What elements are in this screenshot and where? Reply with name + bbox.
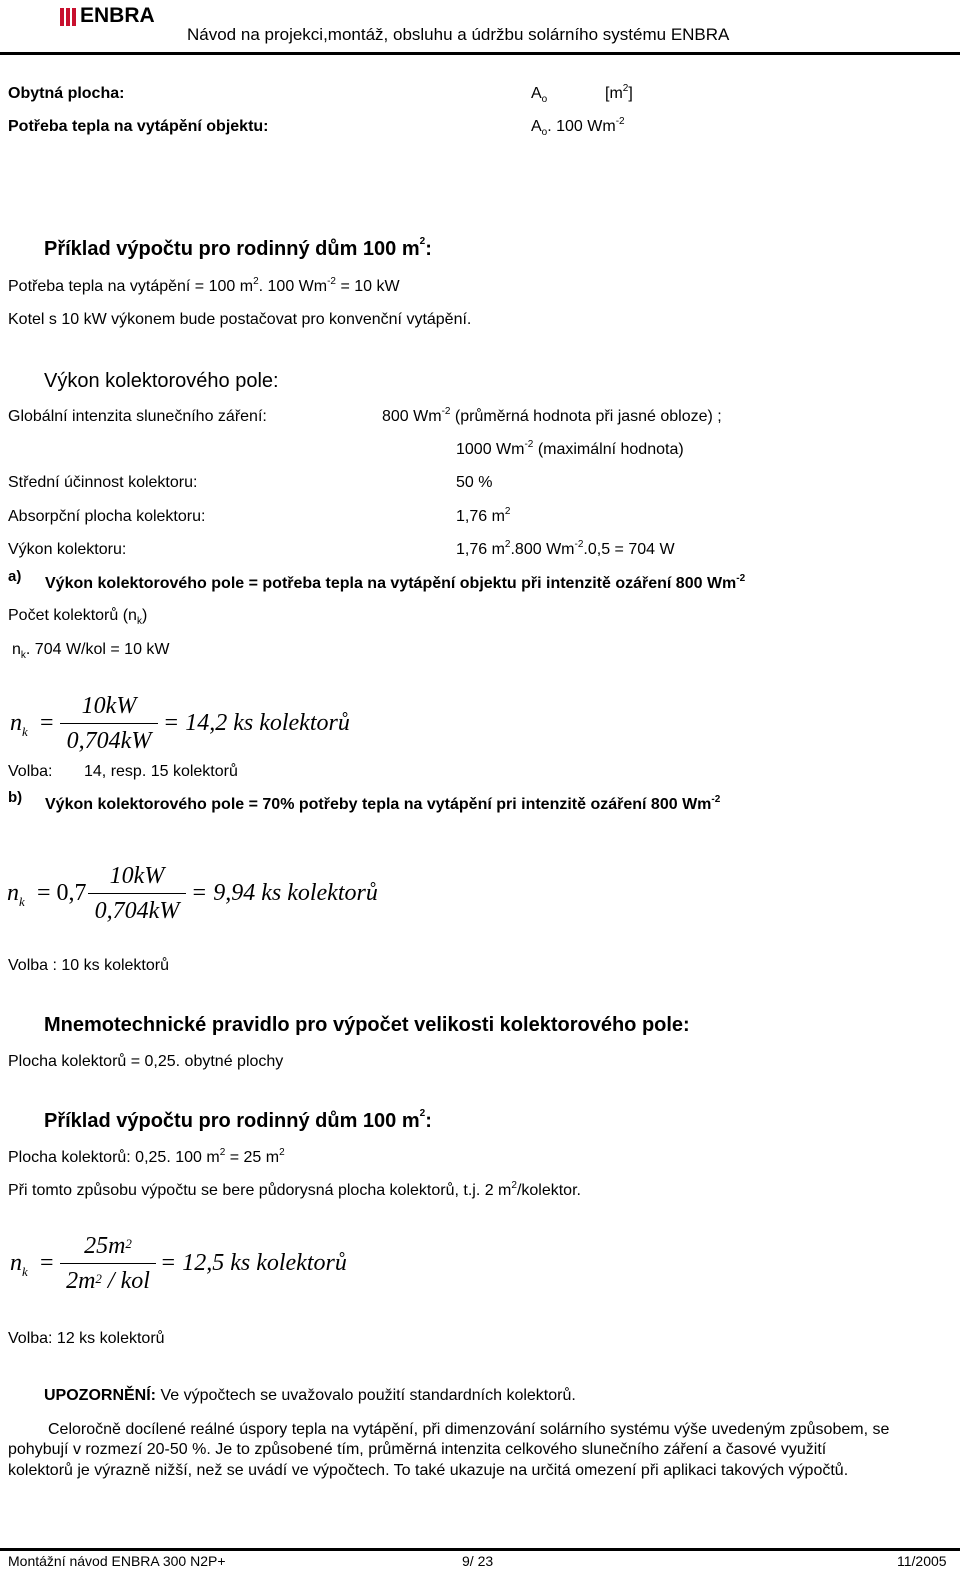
collector-power-label: Výkon kolektoru:: [8, 541, 127, 558]
case-a-formula-fraction: [60, 692, 158, 755]
def-living-area-unit: $[m^2]$: [605, 83, 633, 102]
global-intensity-value2: 1000 $Wm^{-2}$ (maximální hodnota): [456, 439, 684, 458]
fraction-bar: [88, 893, 186, 894]
enbra-logo-icon: [60, 8, 76, 26]
case-b-denominator: 0,704kW: [94, 898, 180, 924]
def-living-area-symbol: $A_o$: [531, 85, 548, 106]
example2-formula-result: = 12,5 ks kolektorů: [160, 1250, 347, 1276]
footer-divider: [0, 1548, 960, 1551]
example2-line2: Při tomto způsobu výpočtu se bere půdorysná plocha kolektorů, t.j. 2 $m^2$/kolektor.: [8, 1180, 581, 1199]
warning-paragraph-line1: Celoročně docílené reálné úspory tepla na vytápění, při dimenzování solárního systému výše uvedeným způsobem, se: [48, 1421, 890, 1438]
def-heat-demand-value: $A_o$. 100 $Wm^{-2}$: [531, 116, 625, 139]
case-a-equation: $n_k$. 704 W/kol = 10 kW: [12, 641, 170, 662]
case-a-choice-value: 14, resp. 15 kolektorů: [84, 763, 238, 780]
case-a-formula-result: = 14,2 ks kolektorů: [163, 710, 350, 736]
example2-denominator: $2m^2$ / kol: [66, 1268, 150, 1294]
footer-date: 11/2005: [897, 1553, 947, 1569]
global-intensity-value1: 800 $Wm^{-2}$ (průměrná hodnota při jasné obloze) ;: [382, 406, 722, 425]
case-a-text: Výkon kolektorového pole = potřeba tepla na vytápění objektu při intenzitě ozáření 800 $Wm^{-2}$: [45, 573, 746, 592]
case-a-formula-eq: =: [40, 710, 54, 736]
mnemonic-heading: Mnemotechnické pravidlo pro výpočet velikosti kolektorového pole:: [44, 1014, 690, 1036]
footer-doc-name: Montážní návod ENBRA 300 N2P+: [8, 1553, 226, 1569]
def-living-area-label: Obytná plocha:: [8, 85, 125, 102]
collector-power-value: 1,76 $m^2.800$ $Wm^{-2}.0,5 = 704$ W: [456, 539, 675, 558]
example2-numerator: $25m^2$: [84, 1233, 132, 1259]
example2-formula-fraction: [60, 1232, 156, 1295]
example2-heading: Příklad výpočtu pro rodinný dům 100 $m^2$:: [44, 1108, 432, 1132]
case-b-text: Výkon kolektorového pole = 70% potřeby tepla na vytápění pri intenzitě ozáření 800 $Wm^{-2}$: [45, 794, 721, 813]
header-divider: [0, 52, 960, 55]
header-title: Návod na projekci,montáž, obsluhu a údržbu solárního systému ENBRA: [187, 25, 730, 44]
warning-note: UPOZORNĚNÍ: Ve výpočtech se uvažovalo použití standardních kolektorů.: [44, 1387, 576, 1404]
case-a-numerator: 10kW: [81, 693, 137, 719]
warning-paragraph-line3: kolektorů je výrazně nižší, než se uvádí ve výpočtech. To také ukazuje na určitá omezení při aplikaci takových výpočtů.: [8, 1462, 849, 1479]
example1-heading: Příklad výpočtu pro rodinný dům 100 $m^2$:: [44, 236, 432, 260]
example1-line1: Potřeba tepla na vytápění = 100 $m^2$. 100 $Wm^{-2} = 10$ kW: [8, 276, 400, 295]
efficiency-value: 50 %: [456, 474, 493, 491]
fraction-bar: [60, 1263, 156, 1264]
example2-line1: Plocha kolektorů: 0,25. 100 $m^2 = 25$ $m^2$: [8, 1147, 285, 1166]
case-b-formula-eq: = 0,7: [37, 880, 87, 906]
example2-choice: Volba: 12 ks kolektorů: [8, 1330, 165, 1347]
collector-count-label: Počet kolektorů $(n_k)$: [8, 607, 148, 628]
case-a-choice-label: Volba:: [8, 763, 53, 780]
efficiency-label: Střední účinnost kolektoru:: [8, 474, 198, 491]
case-b-formula-result: = 9,94 ks kolektorů: [191, 880, 378, 906]
case-b-marker: b): [8, 789, 23, 806]
absorber-area-value: 1,76 $m^2$: [456, 506, 511, 525]
example2-formula-eq: =: [40, 1250, 54, 1276]
mnemonic-text: Plocha kolektorů = 0,25. obytné plochy: [8, 1053, 284, 1070]
absorber-area-label: Absorpční plocha kolektoru:: [8, 508, 206, 525]
fraction-bar: [60, 723, 158, 724]
footer-page-number: 9/ 23: [462, 1553, 494, 1569]
case-b-choice: Volba : 10 ks kolektorů: [8, 957, 169, 974]
warning-paragraph-line2: pohybují v rozmezí 20-50 %. Je to způsobené tím, průměrná intenzita celkového slunečního záření a časové využití: [8, 1441, 827, 1458]
case-b-formula-lhs: $n_k$: [7, 880, 25, 909]
field-power-heading: Výkon kolektorového pole:: [44, 370, 279, 392]
case-b-formula-fraction: [88, 862, 186, 925]
case-a-marker: a): [8, 568, 22, 585]
example2-formula-lhs: $n_k$: [10, 1250, 28, 1279]
case-b-numerator: 10kW: [109, 863, 165, 889]
case-a-formula-lhs: $n_k$: [10, 710, 28, 739]
example1-line2: Kotel s 10 kW výkonem bude postačovat pro konvenční vytápění.: [8, 311, 472, 328]
case-a-denominator: 0,704kW: [66, 728, 152, 754]
def-heat-demand-label: Potřeba tepla na vytápění objektu:: [8, 118, 269, 135]
global-intensity-label: Globální intenzita slunečního záření:: [8, 408, 267, 425]
brand-name: ENBRA: [80, 4, 155, 27]
